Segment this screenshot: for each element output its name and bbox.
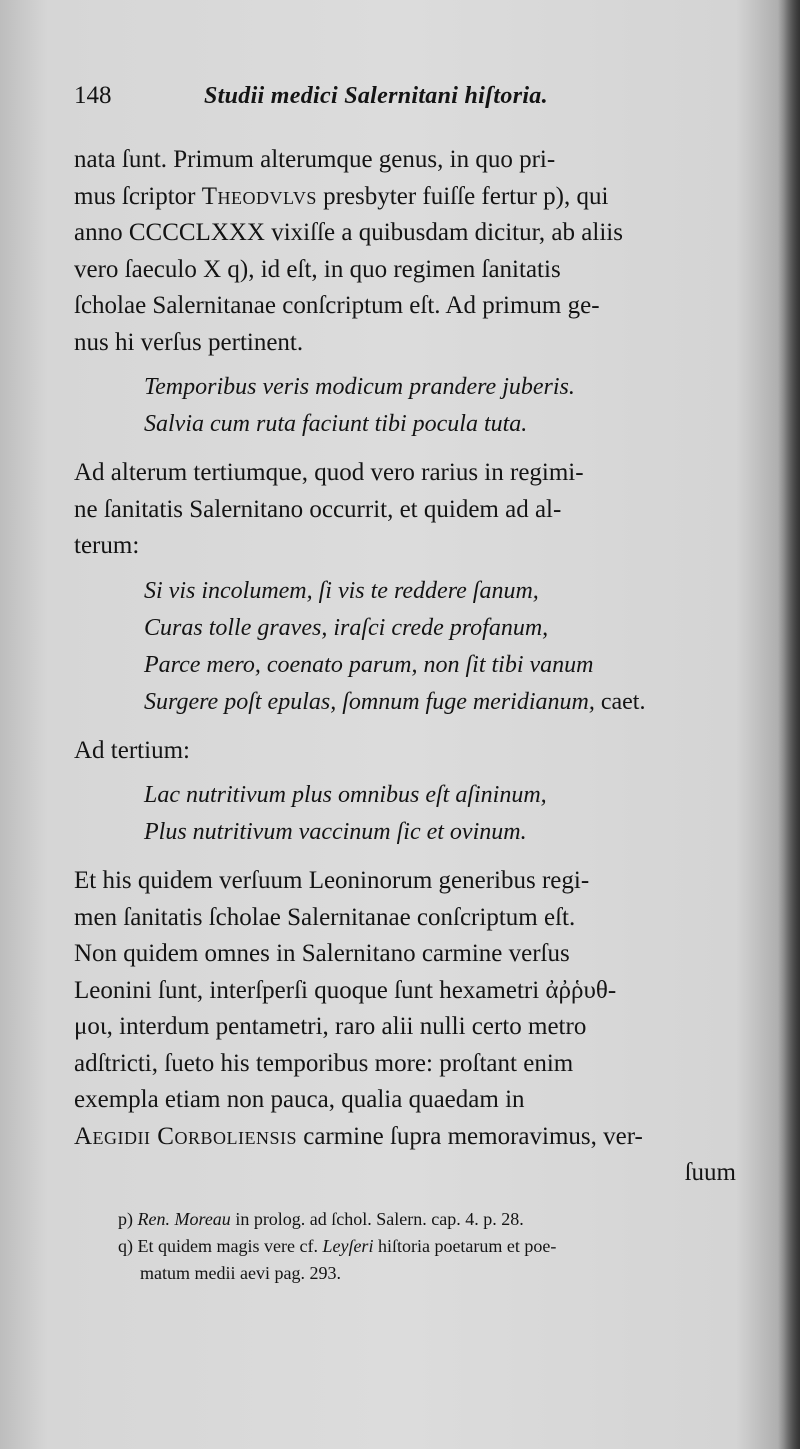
text-line: anno CCCCLXXX vixiſſe a quibusdam dicitur, ab aliis [74, 219, 623, 246]
running-title: Studii medici Salernitani hiſtoria. [204, 83, 548, 109]
verse-line: Lac nutritivum plus omnibus eſt aſininum, [144, 782, 547, 808]
paragraph-2 [74, 455, 736, 565]
paragraph-1 [74, 142, 736, 361]
paragraph-4 [74, 863, 736, 1192]
text-line: nata ſunt. Primum alterumque genus, in quo pri- [74, 146, 556, 173]
text-line: adſtricti, ſueto his temporibus more: proſtant enim [74, 1049, 574, 1077]
text-line: vero ſaeculo X q), id eſt, in quo regimen ſanitatis [74, 255, 561, 283]
text-line: exempla etiam non pauca, qualia quaedam in [74, 1086, 525, 1113]
text-line: terum: [74, 532, 140, 559]
verse-line: Temporibus veris modicum prandere juberis. [144, 374, 575, 400]
verse-line: Curas tolle graves, iraſci crede profanum, [144, 614, 549, 641]
footnote-author: Leyſeri [322, 1235, 374, 1256]
verse-line: Parce mero, coenato parum, non ſit tibi vanum [144, 651, 594, 678]
text-fragment: presbyter fuiſſe fertur p), qui [323, 182, 609, 210]
footnote-q-continuation: matum medii aevi pag. 293. [140, 1262, 341, 1283]
verse-block-2 [144, 573, 736, 721]
text-fragment: mus ſcriptor [74, 182, 196, 210]
verse-line: Plus nutritivum vaccinum ſic et ovinum. [144, 819, 527, 845]
text-line: Et his quidem verſuum Leoninorum generibus regi- [74, 867, 590, 894]
page-header [74, 78, 736, 118]
footnote-p [118, 1206, 736, 1233]
text-fragment: carmine ſupra memoravimus, ver- [303, 1122, 643, 1150]
caet-abbreviation: caet. [600, 688, 646, 715]
text-line: men ſanitatis ſcholae Salernitanae conſcriptum eſt. [74, 903, 576, 931]
verse-text: Surgere poſt epulas, ſomnum fuge meridianum, [144, 688, 595, 715]
verse-line: Salvia cum ruta faciunt tibi pocula tuta. [144, 411, 528, 437]
text-line: μοι, interdum pentametri, raro alii nulli certo metro [74, 1013, 587, 1040]
author-name-aegidius: Aegidii Corboliensis [74, 1122, 297, 1150]
verse-line [144, 684, 736, 721]
footnote-author: Ren. Moreau [137, 1208, 231, 1229]
text-line: Ad tertium: [74, 736, 190, 764]
verse-block-3 [144, 777, 736, 851]
text-line [74, 1119, 736, 1156]
catchword: ſuum [684, 1159, 736, 1186]
text-line: Non quidem omnes in Salernitano carmine verſus [74, 940, 570, 967]
footnote-text: hiſtoria poetarum et poe- [377, 1235, 557, 1256]
verse-line: Si vis incolumem, ſi vis te reddere ſanum, [144, 577, 539, 604]
verse-block-1 [144, 369, 736, 443]
text-line [74, 179, 736, 216]
footnotes [118, 1206, 736, 1287]
paragraph-3 [74, 733, 736, 770]
text-line: Ad alterum tertiumque, quod vero rarius in regimi- [74, 459, 584, 486]
text-line: ne ſanitatis Salernitano occurrit, et quidem ad al- [74, 495, 562, 523]
footnote-mark: p) [118, 1208, 133, 1229]
page-number: 148 [74, 82, 112, 109]
author-name-theodulus: Theodvlvs [201, 182, 317, 210]
footnote-q [118, 1233, 736, 1260]
footnote-text: Et quidem magis vere cf. [137, 1235, 318, 1256]
text-line: nus hi verſus pertinent. [74, 328, 304, 356]
binding-shadow [778, 0, 800, 1449]
footnote-mark: q) [118, 1235, 133, 1256]
text-line: ſcholae Salernitanae conſcriptum eſt. Ad primum ge- [74, 292, 600, 319]
footnote-text: in prolog. ad ſchol. Salern. cap. 4. p. 28. [235, 1208, 524, 1229]
text-line: Leonini ſunt, interſperſi quoque ſunt hexametri ἀῤῥυθ- [74, 976, 617, 1004]
page-content [74, 78, 736, 1287]
